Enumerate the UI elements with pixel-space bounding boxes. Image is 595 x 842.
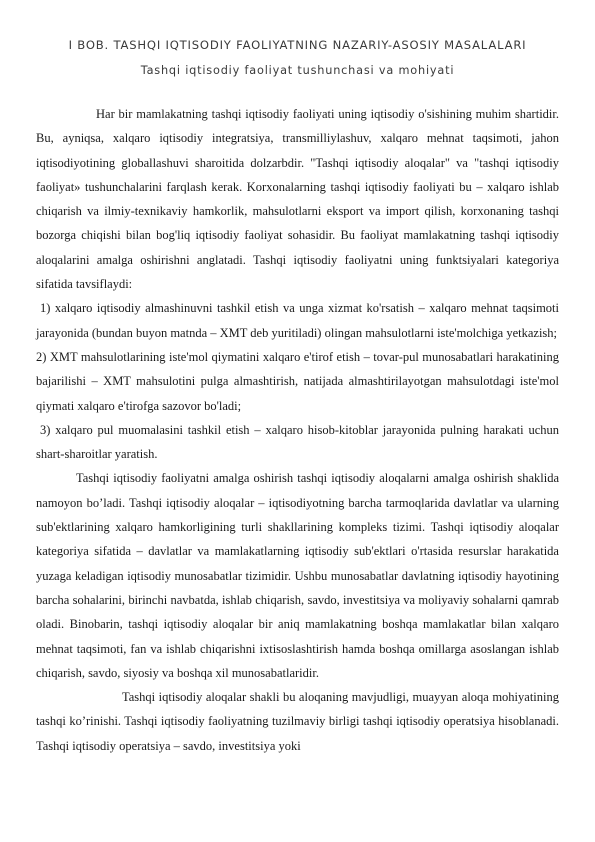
paragraph-function-1: 1) xalqaro iqtisodiy almashinuvni tashkil etish va unga xizmat ko'rsatish – xalqaro mehnat taqsimoti jarayonida (bundan buyon matnda – XMT deb yuritiladi) olingan mahsulotlarni iste'molchiga yetkazish; [36, 301, 559, 340]
chapter-heading: I BOB. TASHQI IQTISODIY FAOLIYATNING NAZARIY-ASOSIY MASALALARI [68, 38, 527, 52]
paragraph-function-3: 3) xalqaro pul muomalasini tashkil etish – xalqaro hisob-kitoblar jarayonida pulning harakati uchun shart-sharoitlar yaratish. [36, 422, 559, 462]
document-body [36, 102, 559, 758]
paragraph-function-2: 2) XMT mahsulotlarining iste'mol qiymatini xalqaro e'tirof etish – tovar-pul munosabatlari harakatining bajarilishi – XMT mahsulotini pulga almashtirish, natijada almashtirilayotgan mahsulotdagi iste'mol qiymati xalqaro e'tirofga sazovor bo'ladi; [36, 349, 559, 413]
paragraph-forms: Tashqi iqtisodiy aloqalar shakli bu aloqaning mavjudligi, muayyan aloqa mohiyatining tashqi ko’rinishi. Tashqi iqtisodiy faoliyatning tuzilmaviy birligi tashqi iqtisodiy operatsiya hisoblanadi. Tashqi iqtisodiy operatsiya – savdo, investitsiya yoki [36, 690, 559, 753]
section-heading: Tashqi iqtisodiy faoliyat tushunchasi va mohiyati [140, 64, 455, 77]
paragraph-intro: Har bir mamlakatning tashqi iqtisodiy faoliyati uning iqtisodiy o'sishining muhim shartidir. Bu, ayniqsa, xalqaro iqtisodiy integratsiya, transmilliylashuv, xalqaro mehnat taqsimoti, jahon iqtisodiyotining globallashuvi sharoitida dolzarbdir. "Tashqi iqtisodiy aloqalar" va "tashqi iqtisodiy faoliyat» tushunchalarini farqlash kerak. Korxonalarning tashqi iqtisodiy faoliyati bu – xalqaro ishlab chiqarish va ilmiy-texnikaviy hamkorlik, mahsulotlarni eksport va import qilish, korxonaning tashqi bozorga chiqishi bilan bog'liq iqtisodiy faoliyat sohasidir. Bu faoliyat mamlakatning tashqi iqtisodiy aloqalarini amalga oshirishni anglatadi. Tashqi iqtisodiy faoliyatni uning funktsiyalari kategoriya sifatida tavsiflaydi: [36, 107, 559, 292]
paragraph-relations: Tashqi iqtisodiy faoliyatni amalga oshirish tashqi iqtisodiy aloqalarni amalga oshirish shaklida namoyon bo’ladi. Tashqi iqtisodiy aloqalar – iqtisodiyotning barcha tarmoqlarida davlatlar va ularning sub'ektlarining xalqaro hamkorligining turli shakllarining kompleks tizimi. Tashqi iqtisodiy aloqalar kategoriya sifatida – davlatlar va mamlakatlarning iqtisodiy sub'ektlari o'rtasida resurslar harakatida yuzaga keladigan iqtisodiy munosabatlar tizimidir. Ushbu munosabatlar davlatning iqtisodiy hayotining barcha sohalarini, birinchi navbatda, ishlab chiqarish, savdo, investitsiya va moliyaviy sohalarni qamrab oladi. Binobarin, tashqi iqtisodiy aloqalar bir aniq mamlakatning boshqa mamlakatlar bilan xalqaro mehnat taqsimoti, fan va ishlab chiqarishni ixtisoslashtirish hamda boshqa omillarga asoslangan ishlab chiqarish, savdo, siyosiy va boshqa xil munosabatlaridir. [36, 471, 559, 680]
